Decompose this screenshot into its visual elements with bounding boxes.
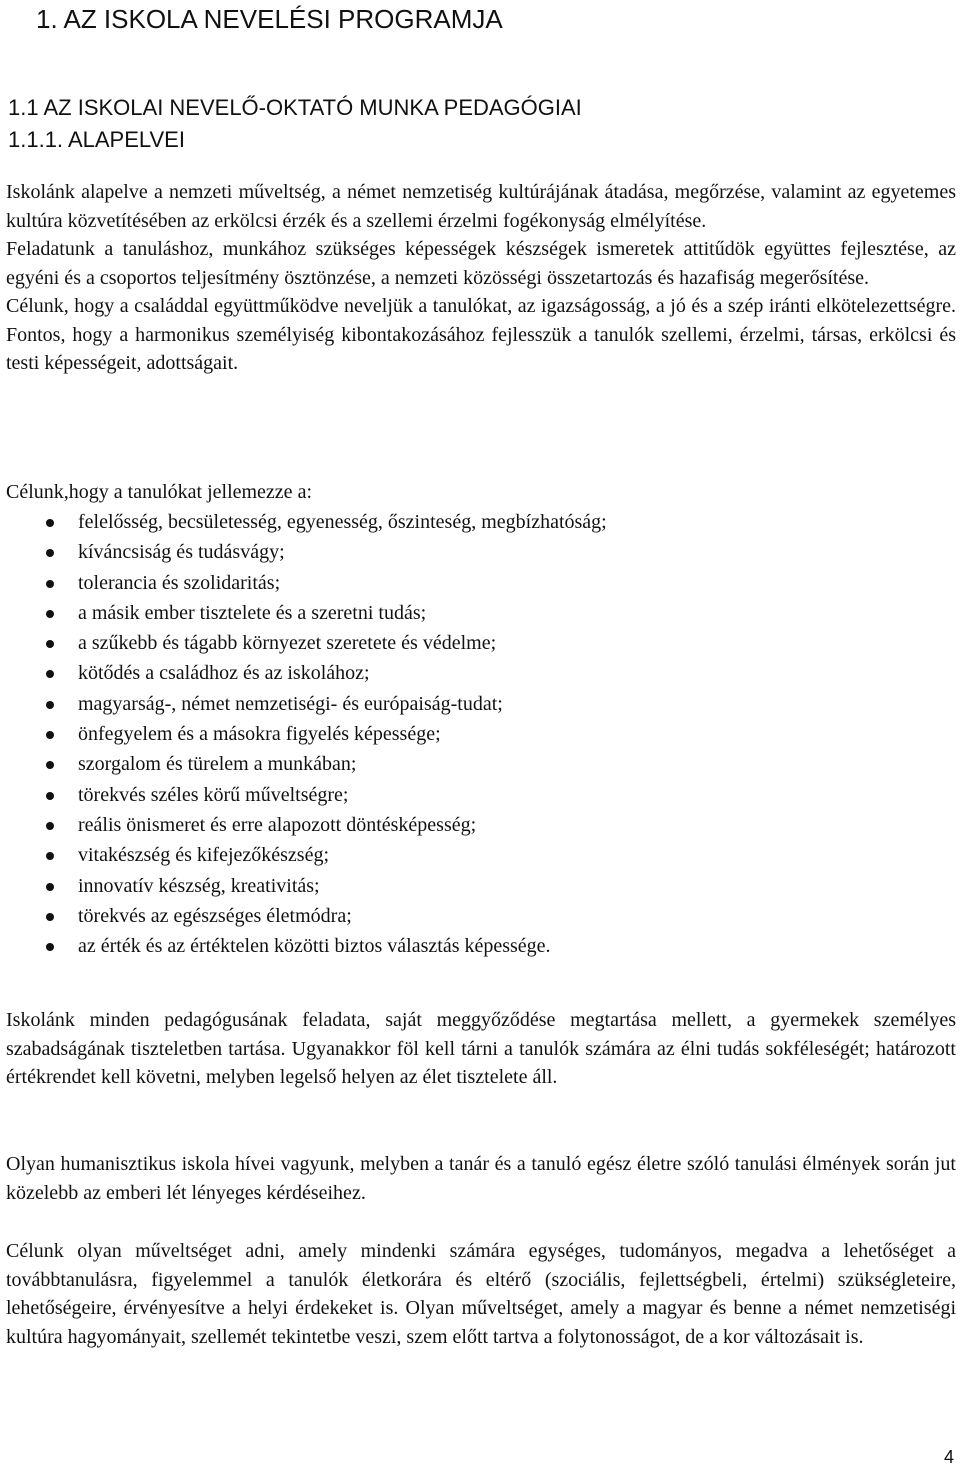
list-item-text: törekvés az egészséges életmódra;: [78, 904, 352, 927]
bullet-icon: [46, 822, 54, 830]
list-item-text: felelősség, becsületesség, egyenesség, őszinteség, megbízhatóság;: [78, 511, 607, 533]
section-heading-line-1: 1.1 AZ ISKOLAI NEVELŐ-OKTATÓ MUNKA PEDAGÓGIAI: [8, 95, 582, 120]
list-item-text: önfegyelem és a másokra figyelés képessége;: [78, 723, 441, 746]
bullet-icon: [46, 670, 54, 678]
list-item: [0, 931, 607, 961]
list-item: [0, 628, 607, 658]
list-item: [0, 689, 607, 719]
bullet-icon: [46, 883, 54, 891]
bullet-icon: [46, 792, 54, 800]
page-number: 4: [943, 1447, 954, 1467]
list-item-text: kötődés a családhoz és az iskolához;: [78, 662, 370, 685]
list-item: [0, 810, 607, 840]
list-item: [0, 507, 607, 537]
section-heading: [8, 92, 582, 156]
list-item: [0, 568, 607, 598]
chapter-heading: 1. AZ ISKOLA NEVELÉSI PROGRAMJA: [36, 4, 503, 34]
list-lead: Célunk,hogy a tanulókat jellemezze a:: [6, 481, 312, 503]
list-item-text: a másik ember tisztelete és a szeretni tudás;: [78, 601, 427, 624]
bullet-icon: [46, 943, 54, 951]
list-item: [0, 780, 607, 810]
intro-paragraph-1: Iskolánk alapelve a nemzeti műveltség, a német nemzetiség kultúrájának átadása, megőrzése, valamint az egyetemes kultúra közvetítésében az erkölcsi érzék és a szellemi érzelmi fogékonyság elmélyítése.: [6, 181, 956, 232]
intro-paragraph-3: Célunk, hogy a családdal együttműködve neveljük a tanulókat, az igazságosság, a jó és a szép iránti elkötelezettségre. Fontos, hogy a harmonikus személyiség kibontakozásához fejlesszük a tanulók szellemi, érzelmi, társas, erkölcsi és testi képességeit, adottságait.: [6, 295, 956, 374]
list-item: [0, 719, 607, 749]
list-item-text: a szűkebb és tágabb környezet szeretete és védelme;: [78, 632, 497, 655]
list-item-text: az érték és az értéktelen közötti biztos választás képessége.: [78, 935, 551, 958]
intro-block: [6, 178, 956, 378]
list-item-text: törekvés széles körű műveltségre;: [78, 783, 349, 806]
trait-list: [0, 507, 607, 961]
list-item-text: innovatív készség, kreativitás;: [78, 874, 320, 897]
list-item: [0, 658, 607, 688]
list-item: [0, 871, 607, 901]
bullet-icon: [46, 640, 54, 648]
section-heading-line-2: 1.1.1. ALAPELVEI: [8, 127, 185, 152]
paragraph-humanistic-school: Olyan humanisztikus iskola hívei vagyunk, melyben a tanár és a tanuló egész életre szóló tanulási élmények során jut közelebb az emberi lét lényeges kérdéseihez.: [6, 1153, 956, 1204]
bullet-icon: [46, 580, 54, 588]
list-item-text: magyarság-, német nemzetiségi- és európaiság-tudat;: [78, 692, 503, 715]
list-item-text: kíváncsiság és tudásvágy;: [78, 541, 285, 564]
list-item-text: tolerancia és szolidaritás;: [78, 571, 281, 594]
bullet-icon: [46, 519, 54, 527]
bullet-icon: [46, 731, 54, 739]
bullet-icon: [46, 610, 54, 618]
paragraph-pedagogue-duty: Iskolánk minden pedagógusának feladata, saját meggyőződése megtartása mellett, a gyermekek személyes szabadságának tiszteletben tartása. Ugyanakkor föl kell tárni a tanulók számára az élni tudás sokféleségét; határozott értékrendet kell követni, melyben legelső helyen az élet tisztelete áll.: [6, 1009, 956, 1088]
list-item: [0, 840, 607, 870]
paragraph-education-goal: Célunk olyan műveltséget adni, amely mindenki számára egységes, tudományos, megadva a lehetőséget a továbbtanulásra, figyelemmel a tanulók életkorára és eltérő (szociális, fejlettségbeli, értelmi) szükségleteire, lehetőségeire, érvényesítve a helyi érdekeket is. Olyan műveltséget, amely a magyar és benne a német nemzetiségi kultúra hagyományait, szellemét tekintetbe veszi, szem előtt tartva a folytonosságot, de a kor változásait is.: [6, 1240, 956, 1348]
list-item: [0, 901, 607, 931]
list-item: [0, 537, 607, 567]
list-item-text: reális önismeret és erre alapozott döntésképesség;: [78, 813, 477, 836]
bullet-icon: [46, 549, 54, 557]
list-item-text: vitakészség és kifejezőkészség;: [78, 844, 330, 867]
bullet-icon: [46, 913, 54, 921]
list-item: [0, 598, 607, 628]
list-item-text: szorgalom és türelem a munkában;: [78, 753, 357, 776]
list-item: [0, 749, 607, 779]
bullet-icon: [46, 701, 54, 709]
intro-paragraph-2: Feladatunk a tanuláshoz, munkához szükséges képességek készségek ismeretek attitűdök együttes fejlesztése, az egyéni és a csoportos teljesítmény ösztönzése, a nemzeti közösségi összetartozás és hazafiság megerősítése.: [6, 238, 956, 289]
bullet-icon: [46, 852, 54, 860]
bullet-icon: [46, 761, 54, 769]
